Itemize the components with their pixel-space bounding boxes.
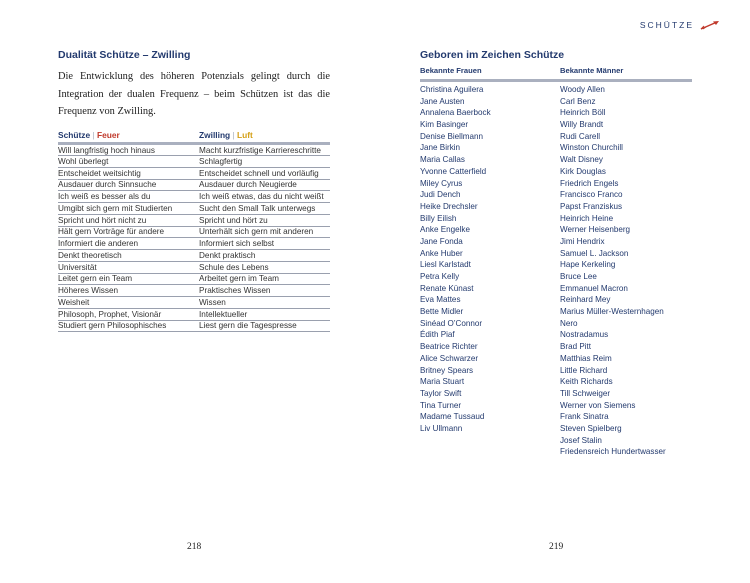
- list-item-man: Willy Brandt: [560, 120, 604, 130]
- table-row: [58, 308, 330, 320]
- gemini-trait: Liest gern die Tagespresse: [199, 320, 330, 332]
- gemini-trait: Ich weiß etwas, das du nicht weißt: [199, 191, 330, 203]
- sagittarius-trait: Höheres Wissen: [58, 285, 199, 297]
- list-item-man: Friedrich Engels: [560, 178, 619, 188]
- gemini-trait: Schlagfertig: [199, 156, 330, 168]
- list-item-woman: Madame Tussaud: [420, 412, 485, 422]
- list-item-man: Keith Richards: [560, 377, 613, 387]
- sagittarius-trait: Universität: [58, 261, 199, 273]
- list-item-man: Francisco Franco: [560, 190, 623, 200]
- list-item-woman: Alice Schwarzer: [420, 353, 479, 363]
- sagittarius-trait: Wohl überlegt: [58, 156, 199, 168]
- list-item-woman: Maria Stuart: [420, 377, 465, 387]
- list-item-woman: Britney Spears: [420, 365, 474, 375]
- table-row: [58, 167, 330, 179]
- table-row: [58, 156, 330, 168]
- gemini-trait: Schule des Lebens: [199, 261, 330, 273]
- list-item-woman: Billy Eilish: [420, 213, 457, 223]
- list-item-woman: Tina Turner: [420, 400, 462, 410]
- list-item-woman: Anke Engelke: [420, 225, 470, 235]
- gemini-trait: Informiert sich selbst: [199, 238, 330, 250]
- table-row: [58, 179, 330, 191]
- list-item-woman: Judi Dench: [420, 190, 461, 200]
- col-header-gemini: [199, 129, 330, 144]
- table-row: [58, 273, 330, 285]
- list-item-man: Marius Müller-Westernhagen: [560, 307, 664, 317]
- list-item-man: Werner Heisenberg: [560, 225, 631, 235]
- chapter-tag: [640, 20, 720, 30]
- list-item-woman: Sinéad O’Connor: [420, 318, 483, 328]
- list-item-woman: Heike Drechsler: [420, 201, 478, 211]
- list-item-woman: Taylor Swift: [420, 388, 462, 398]
- col2-name: Zwilling: [199, 130, 231, 140]
- list-item-man: Papst Franziskus: [560, 201, 623, 211]
- list-item-man: Samuel L. Jackson: [560, 248, 629, 258]
- list-item-woman: Jane Fonda: [420, 236, 463, 246]
- list-item-man: Kirk Douglas: [560, 166, 606, 176]
- list-item-woman: Miley Cyrus: [420, 178, 463, 188]
- table-row: [58, 261, 330, 273]
- list-item-man: Jimi Hendrix: [560, 236, 605, 246]
- col2-separator: |: [232, 130, 235, 140]
- col-header-women: Bekannte Frauen: [420, 66, 482, 75]
- list-item-woman: Annalena Baerbock: [420, 108, 491, 118]
- women-list: [420, 84, 491, 435]
- list-item-man: Nero: [560, 318, 578, 328]
- list-item-man: Bruce Lee: [560, 272, 597, 281]
- list-item-woman: Édith Piaf: [420, 330, 455, 340]
- list-item-man: Walt Disney: [560, 155, 603, 165]
- list-item-man: Friedensreich Hundertwasser: [560, 447, 666, 457]
- list-item-woman: Jane Birkin: [420, 143, 461, 153]
- sagittarius-trait: Spricht und hört nicht zu: [58, 214, 199, 226]
- list-item-woman: Bette Midler: [420, 307, 464, 317]
- gemini-trait: Unterhält sich gern mit anderen: [199, 226, 330, 238]
- sagittarius-trait: Weisheit: [58, 297, 199, 309]
- list-item-man: Hape Kerkeling: [560, 260, 616, 270]
- list-item-man: Frank Sinatra: [560, 412, 609, 422]
- col1-name: Schütze: [58, 130, 91, 140]
- chapter-tag-text: SCHÜTZE: [639, 20, 694, 30]
- gemini-trait: Ausdauer durch Neugierde: [199, 179, 330, 191]
- gemini-trait: Wissen: [199, 297, 330, 309]
- list-item-man: Nostradamus: [560, 330, 609, 340]
- intro-paragraph: Die Entwicklung des höheren Potenzials gelingt durch die Integration der dualen Frequenz – beim Schützen ist das die Frequenz von Zwilling.: [58, 71, 330, 117]
- sagittarius-trait: Denkt theoretisch: [58, 250, 199, 262]
- list-item-woman: Denise Biellmann: [420, 131, 483, 141]
- list-item-woman: Christina Aguilera: [420, 85, 484, 94]
- gemini-trait: Sucht den Small Talk unterwegs: [199, 203, 330, 215]
- list-item-man: Little Richard: [560, 365, 608, 375]
- table-row: [58, 238, 330, 250]
- duality-table-header: [58, 129, 330, 144]
- gemini-trait: Praktisches Wissen: [199, 285, 330, 297]
- list-item-woman: Eva Mattes: [420, 295, 461, 305]
- sagittarius-trait: Studiert gern Philosophisches: [58, 320, 199, 332]
- table-row: [58, 250, 330, 262]
- list-item-woman: Anke Huber: [420, 248, 463, 258]
- men-list: [560, 84, 666, 458]
- sagittarius-trait: Entscheidet weitsichtig: [58, 167, 199, 179]
- table-row: [58, 214, 330, 226]
- gemini-trait: Entscheidet schnell und vorläufig: [199, 167, 330, 179]
- list-item-man: Josef Stalin: [560, 435, 602, 445]
- list-item-man: Carl Benz: [560, 96, 596, 106]
- col2-element: Luft: [237, 130, 253, 140]
- list-item-woman: Maria Callas: [420, 155, 465, 165]
- sagittarius-trait: Ausdauer durch Sinnsuche: [58, 179, 199, 191]
- arrow-icon: [700, 20, 720, 30]
- list-item-woman: Liesl Karlstadt: [420, 260, 471, 270]
- list-item-woman: Beatrice Richter: [420, 342, 478, 352]
- duality-title: Dualität Schütze – Zwilling: [58, 49, 191, 61]
- col-header-sagittarius: [58, 129, 199, 144]
- list-item-man: Matthias Reim: [560, 353, 612, 363]
- list-item-man: Heinrich Böll: [560, 108, 606, 118]
- table-row: [58, 191, 330, 203]
- sagittarius-trait: Ich weiß es besser als du: [58, 191, 199, 203]
- famous-column-headers: [420, 66, 692, 78]
- table-row: [58, 320, 330, 332]
- list-item-woman: Jane Austen: [420, 96, 465, 106]
- list-item-man: Woody Allen: [560, 85, 605, 94]
- famous-title: Geboren im Zeichen Schütze: [420, 49, 565, 61]
- list-item-woman: Kim Basinger: [420, 120, 469, 130]
- gemini-trait: Intellektueller: [199, 308, 330, 320]
- list-item-woman: Renate Künast: [420, 283, 474, 293]
- table-row: [58, 144, 330, 156]
- right-page: [375, 0, 750, 583]
- page-number-right: 219: [549, 542, 564, 552]
- list-item-man: Winston Churchill: [560, 143, 623, 153]
- duality-table: [58, 129, 330, 332]
- list-item-man: Till Schweiger: [560, 388, 611, 398]
- list-item-woman: Petra Kelly: [420, 272, 460, 281]
- col1-separator: |: [92, 130, 95, 140]
- page-number-left: 218: [187, 542, 202, 552]
- gemini-trait: Spricht und hört zu: [199, 214, 330, 226]
- col-header-men: Bekannte Männer: [560, 66, 624, 75]
- list-item-man: Reinhard Mey: [560, 295, 611, 305]
- sagittarius-trait: Umgibt sich gern mit Studierten: [58, 203, 199, 215]
- table-row: [58, 203, 330, 215]
- list-item-woman: Liv Ullmann: [420, 423, 463, 433]
- sagittarius-trait: Philosoph, Prophet, Visionär: [58, 308, 199, 320]
- sagittarius-trait: Informiert die anderen: [58, 238, 199, 250]
- list-item-man: Werner von Siemens: [560, 400, 636, 410]
- list-item-man: Emmanuel Macron: [560, 283, 628, 293]
- list-item-man: Heinrich Heine: [560, 213, 614, 223]
- sagittarius-trait: Hält gern Vorträge für andere: [58, 226, 199, 238]
- list-item-man: Steven Spielberg: [560, 423, 622, 433]
- gemini-trait: Macht kurzfristige Karriereschritte: [199, 144, 330, 156]
- header-rule: [420, 79, 692, 82]
- list-item-woman: Yvonne Catterfield: [420, 166, 487, 176]
- sagittarius-trait: Will langfristig hoch hinaus: [58, 144, 199, 156]
- list-item-man: Rudi Carell: [560, 131, 601, 141]
- table-row: [58, 226, 330, 238]
- col1-element: Feuer: [96, 130, 120, 140]
- table-row: [58, 285, 330, 297]
- gemini-trait: Arbeitet gern im Team: [199, 273, 330, 285]
- sagittarius-trait: Leitet gern ein Team: [58, 273, 199, 285]
- table-row: [58, 297, 330, 309]
- list-item-man: Brad Pitt: [560, 342, 592, 352]
- gemini-trait: Denkt praktisch: [199, 250, 330, 262]
